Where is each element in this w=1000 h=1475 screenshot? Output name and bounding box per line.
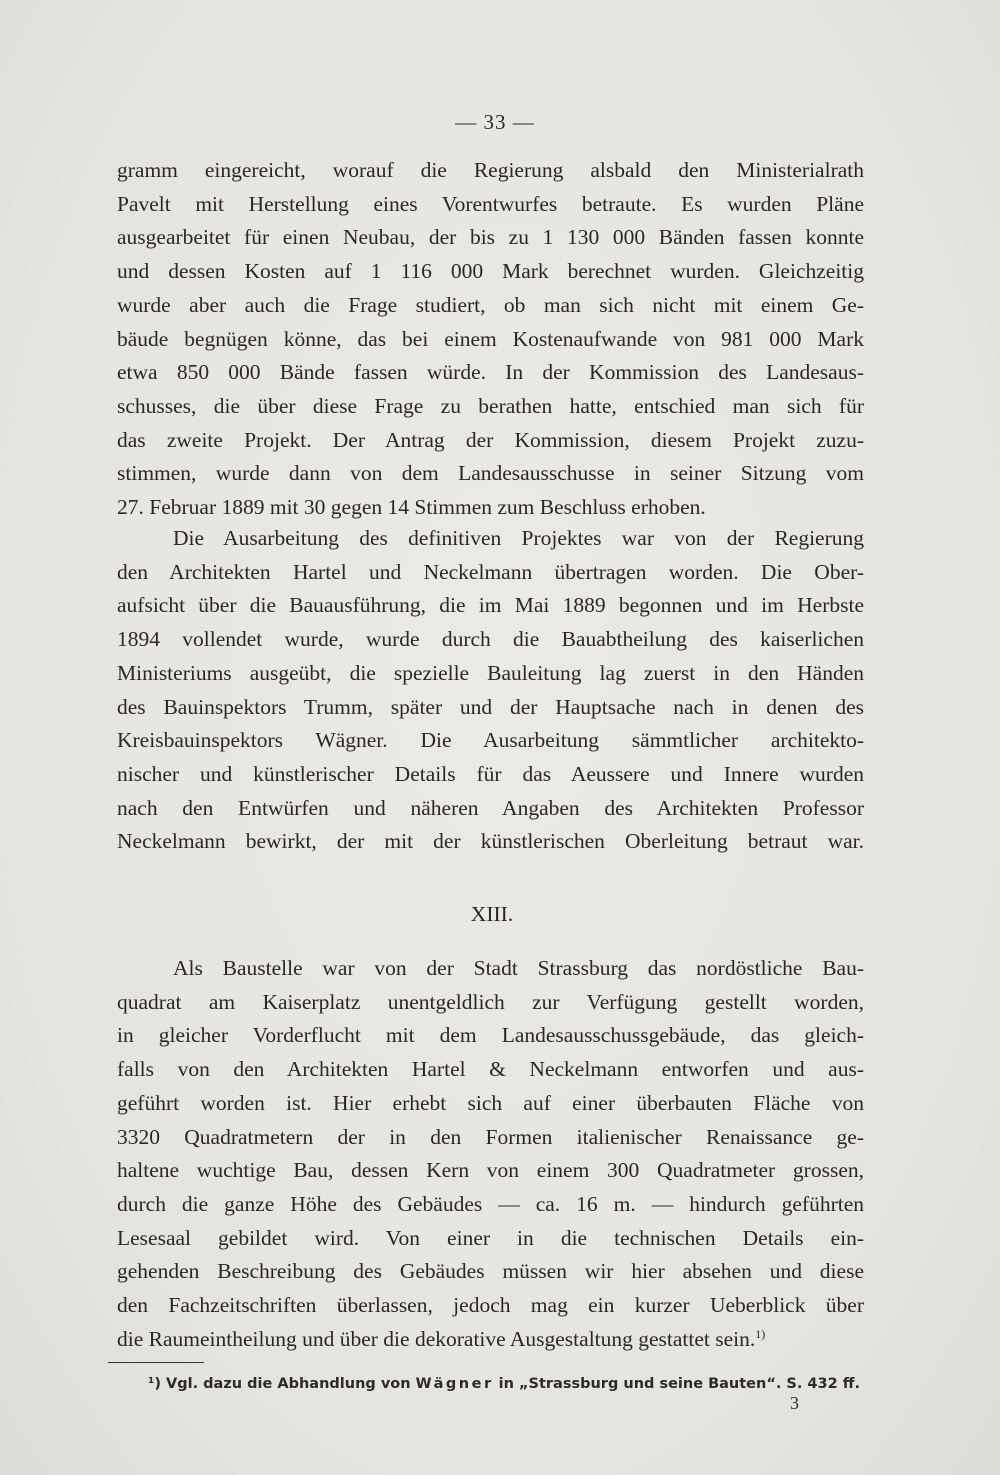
paragraph-3 bbox=[117, 952, 864, 1356]
text-line: durch die ganze Höhe des Gebäudes — ca. 16 m. — hindurch geführten bbox=[117, 1191, 864, 1216]
text-line: ausgearbeitet für einen Neubau, der bis zu 1 130 000 Bänden fassen konnte bbox=[117, 225, 864, 250]
text-line: Lesesaal gebildet wird. Von einer in die technischen Details ein- bbox=[117, 1225, 864, 1250]
footnote-divider bbox=[108, 1362, 204, 1363]
text-line: bäude begnügen könne, das bei einem Kostenaufwande von 981 000 Mark bbox=[117, 326, 864, 351]
paragraph-2 bbox=[117, 522, 864, 859]
text-line: etwa 850 000 Bände fassen würde. In der Kommission des Landesaus- bbox=[117, 360, 864, 385]
text-line: in gleicher Vorderflucht mit dem Landesausschussgebäude, das gleich- bbox=[117, 1023, 864, 1048]
footnote-reference: 1) bbox=[755, 1326, 766, 1341]
text-line: und dessen Kosten auf 1 116 000 Mark berechnet wurden. Gleichzeitig bbox=[117, 259, 864, 284]
text-line: schusses, die über diese Frage zu berathen hatte, entschied man sich für bbox=[117, 393, 864, 418]
text-line: 1894 vollendet wurde, wurde durch die Bauabtheilung des kaiserlichen bbox=[117, 627, 864, 652]
footnote-author-name: Wägner bbox=[415, 1376, 494, 1392]
paragraph-1 bbox=[117, 154, 864, 525]
footnote bbox=[148, 1376, 860, 1392]
text-line: gehenden Beschreibung des Gebäudes müssen wir hier absehen und diese bbox=[117, 1259, 864, 1284]
text-line: Als Baustelle war von der Stadt Strassburg das nordöstliche Bau- bbox=[173, 956, 864, 980]
text-line: Ministeriums ausgeübt, die spezielle Bauleitung lag zuerst in den Händen bbox=[117, 660, 864, 685]
footnote-marker: ¹) bbox=[148, 1376, 161, 1392]
text-line: haltene wuchtige Bau, dessen Kern von einem 300 Quadratmeter grossen, bbox=[117, 1158, 864, 1183]
footnote-text-after: in „Strassburg und seine Bauten“. S. 432 ff. bbox=[498, 1376, 860, 1392]
text-line: aufsicht über die Bauausführung, die im Mai 1889 begonnen und im Herbste bbox=[117, 593, 864, 618]
text-line: Die Ausarbeitung des definitiven Projektes war von der Regierung bbox=[173, 526, 864, 550]
text-line: Kreisbauinspektors Wägner. Die Ausarbeitung sämmtlicher architekto- bbox=[117, 728, 864, 753]
text-line: 27. Februar 1889 mit 30 gegen 14 Stimmen zum Beschluss erhoben. bbox=[117, 495, 706, 520]
page-number: — 33 — bbox=[455, 110, 535, 134]
text-line: den Fachzeitschriften überlassen, jedoch mag ein kurzer Ueberblick über bbox=[117, 1293, 864, 1318]
text-line: den Architekten Hartel und Neckelmann übertragen worden. Die Ober- bbox=[117, 559, 864, 584]
text-line: gramm eingereicht, worauf die Regierung alsbald den Ministerialrath bbox=[117, 158, 864, 182]
text-line: nach den Entwürfen und näheren Angaben des Architekten Professor bbox=[117, 795, 864, 820]
footnote-text-before: Vgl. dazu die Abhandlung von bbox=[166, 1376, 411, 1392]
text-line: stimmen, wurde dann von dem Landesausschusse in seiner Sitzung vom bbox=[117, 461, 864, 486]
text-line-content: die Raumeintheilung und über die dekorative Ausgestaltung gestattet sein. bbox=[117, 1326, 756, 1351]
text-line: das zweite Projekt. Der Antrag der Kommission, diesem Projekt zuzu- bbox=[117, 427, 864, 452]
text-line: quadrat am Kaiserplatz unentgeldlich zur Verfügung gestellt worden, bbox=[117, 989, 864, 1014]
text-line: nischer und künstlerischer Details für das Aeussere und Innere wurden bbox=[117, 761, 864, 786]
section-heading: XIII. bbox=[470, 902, 514, 926]
text-line-with-footnote-ref bbox=[117, 1323, 864, 1357]
signature-mark: 3 bbox=[790, 1393, 799, 1413]
text-line: des Bauinspektors Trumm, später und der Hauptsache nach in denen des bbox=[117, 694, 864, 719]
text-line: geführt worden ist. Hier erhebt sich auf einer überbauten Fläche von bbox=[117, 1090, 864, 1115]
text-line: Pavelt mit Herstellung eines Vorentwurfes betraute. Es wurden Pläne bbox=[117, 191, 864, 216]
text-line: Neckelmann bewirkt, der mit der künstlerischen Oberleitung betraut war. bbox=[117, 829, 864, 854]
text-line: falls von den Architekten Hartel & Neckelmann entworfen und aus- bbox=[117, 1057, 864, 1082]
text-line: 3320 Quadratmetern der in den Formen italienischer Renaissance ge- bbox=[117, 1124, 864, 1149]
text-line: wurde aber auch die Frage studiert, ob man sich nicht mit einem Ge- bbox=[117, 292, 864, 317]
